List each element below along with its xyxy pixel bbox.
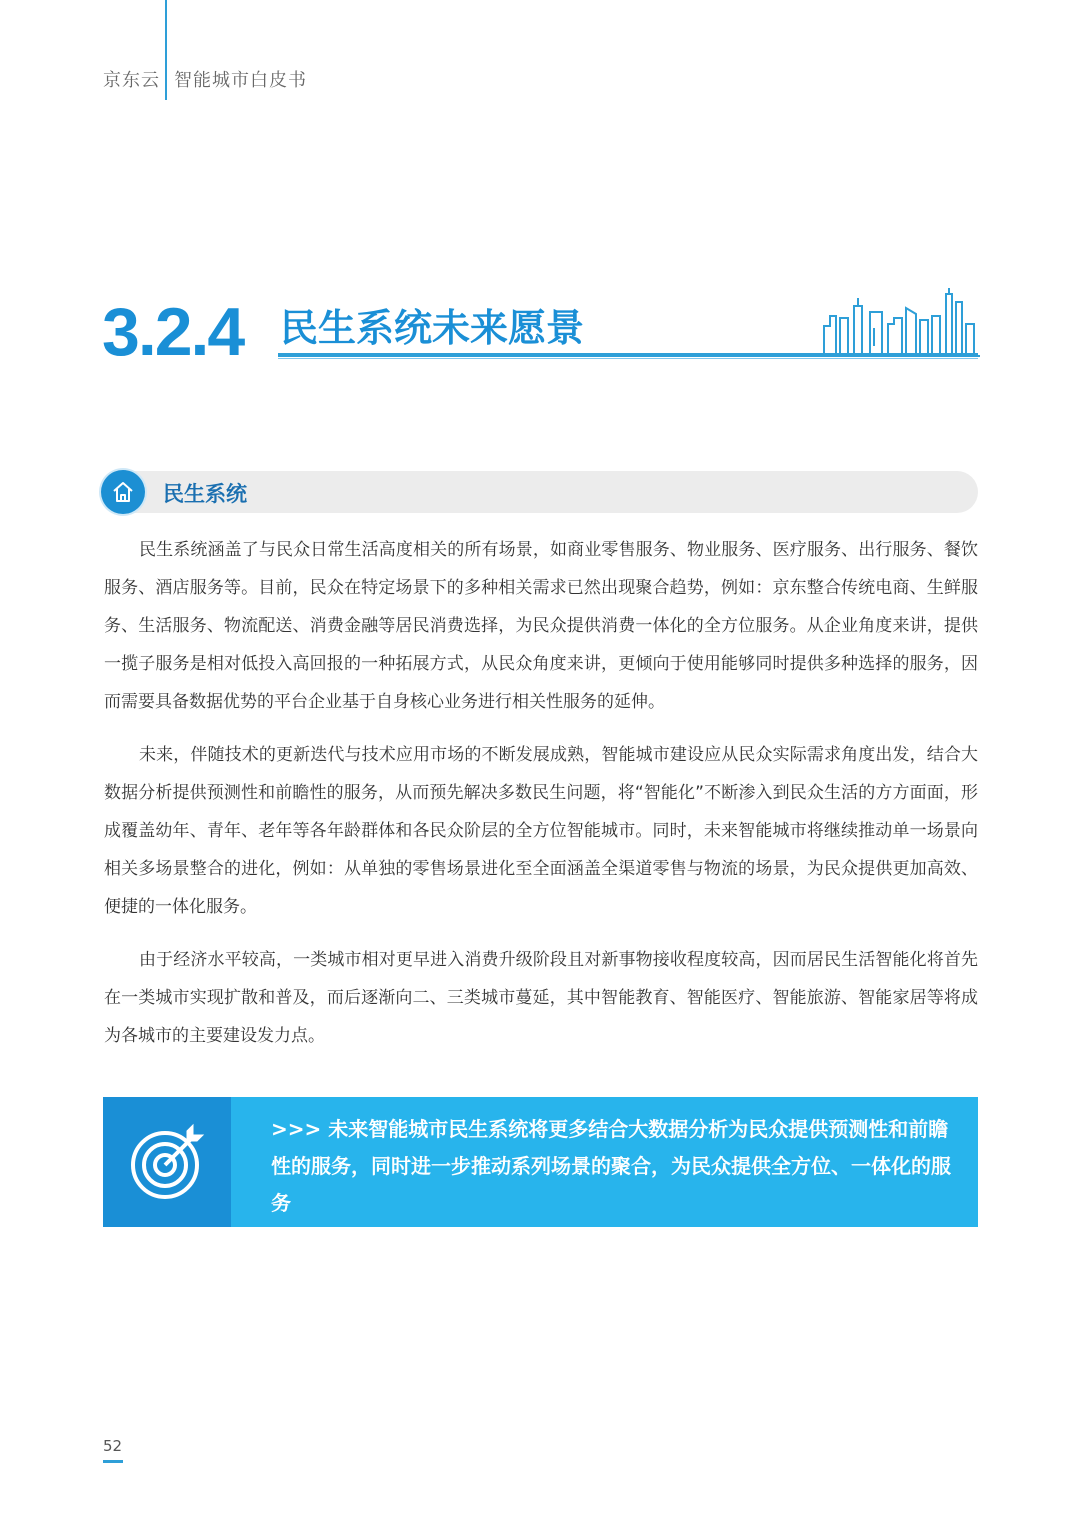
section-underline-thin — [278, 358, 978, 359]
paragraph: 民生系统涵盖了与民众日常生活高度相关的所有场景，如商业零售服务、物业服务、医疗服务、出行服务、餐饮服务、酒店服务等。目前，民众在特定场景下的多种相关需求已然出现聚合趋势，例如：京东整合传统电商、生鲜服务、生活服务、物流配送、消费金融等居民消费选择，为民众提供消费一体化的全方位服务。从企业角度来讲，提供一揽子服务是相对低投入高回报的一种拓展方式，从民众角度来讲，更倾向于使用能够同时提供多种选择的服务，因而需要具备数据优势的平台企业基于自身核心业务进行相关性服务的延伸。 — [104, 540, 978, 712]
callout-text: >>> 未来智能城市民生系统将更多结合大数据分析为民众提供预测性和前瞻性的服务，同时进一步推动系列场景的聚合，为民众提供全方位、一体化的服务 — [271, 1117, 951, 1215]
page-number-underline — [103, 1460, 123, 1463]
header-title: 智能城市白皮书 — [174, 70, 307, 91]
header-brand: 京东云 — [103, 70, 160, 91]
page-number: 52 — [103, 1437, 123, 1455]
header-divider — [165, 0, 167, 100]
target-arrow-icon — [129, 1123, 205, 1201]
subsection-icon-badge — [101, 470, 145, 514]
subsection-title: 民生系统 — [163, 482, 247, 506]
city-skyline-icon — [822, 288, 980, 358]
paragraph: 未来，伴随技术的更新迭代与技术应用市场的不断发展成熟，智能城市建设应从民众实际需求角度出发，结合大数据分析提供预测性和前瞻性的服务，从而预先解决多数民生问题，将“智能化”不断渗入到民众生活的方方面面，形成覆盖幼年、青年、老年等各年龄群体和各民众阶层的全方位智能城市。同时，未来智能城市将继续推动单一场景向相关多场景整合的进化，例如：从单独的零售场景进化至全面涵盖全渠道零售与物流的场景，为民众提供更加高效、便捷的一体化服务。 — [104, 745, 978, 917]
home-icon — [111, 480, 135, 504]
section-number: 3.2.4 — [102, 294, 244, 370]
callout-box — [103, 1097, 978, 1227]
section-title: 民生系统未来愿景 — [280, 306, 585, 350]
callout-icon-panel — [103, 1097, 231, 1227]
paragraph: 由于经济水平较高，一类城市相对更早进入消费升级阶段且对新事物接收程度较高，因而居民生活智能化将首先在一类城市实现扩散和普及，而后逐渐向二、三类城市蔓延，其中智能教育、智能医疗、智能旅游、智能家居等将成为各城市的主要建设发力点。 — [104, 950, 978, 1046]
